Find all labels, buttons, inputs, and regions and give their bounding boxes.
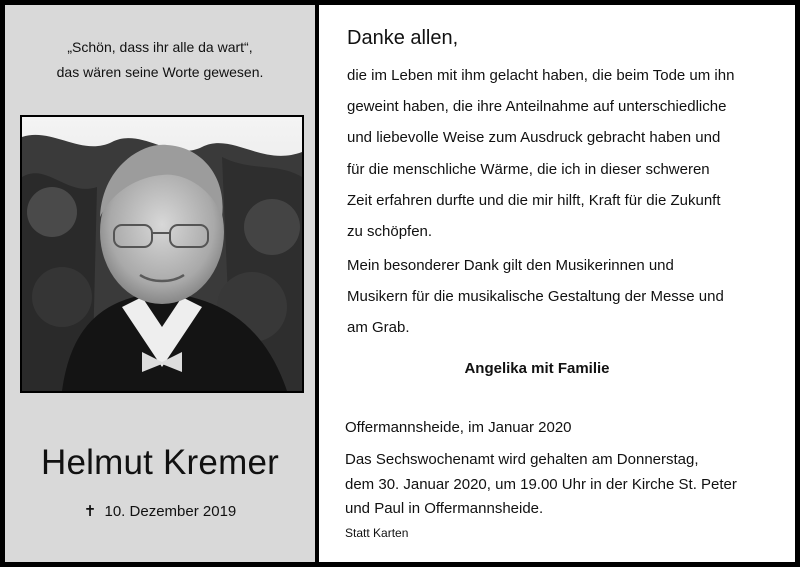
quote-line: das wären seine Worte gewesen. [56, 64, 264, 80]
mass-announcement [345, 448, 785, 522]
portrait-image [22, 117, 302, 391]
portrait-photo [20, 115, 304, 393]
memorial-right-panel [319, 5, 795, 562]
body-line: geweint haben, die ihre Anteilnahme auf unterschiedliche [347, 98, 727, 116]
place-date: Offermannsheide, im Januar 2020 [345, 419, 572, 436]
body-line: die im Leben mit ihm gelacht haben, die beim Tode um ihn [347, 67, 735, 84]
death-date [5, 502, 315, 520]
cross-icon: ✝ [83, 503, 97, 520]
quote-line: „Schön, dass ihr alle da wart“, [67, 39, 253, 55]
thanks-body [347, 60, 787, 247]
death-date-text: 10. Dezember 2019 [104, 503, 237, 520]
signature: Angelika mit Familie [464, 360, 610, 377]
special-line: am Grab. [347, 319, 410, 336]
deceased-name: Helmut Kremer [41, 443, 279, 482]
body-line: Zeit erfahren durfte und die mir hilft, Kraft für die Zukunft [347, 191, 721, 209]
memorial-left-panel [5, 5, 315, 562]
memorial-quote [5, 35, 315, 85]
thanks-title: Danke allen, [347, 27, 459, 49]
statt-karten: Statt Karten [345, 526, 409, 540]
body-line: und liebevolle Weise zum Ausdruck gebracht haben und [347, 129, 721, 147]
special-line: Musikern für die musikalische Gestaltung der Messe und [347, 288, 724, 305]
body-line: zu schöpfen. [347, 223, 433, 241]
special-line: Mein besonderer Dank gilt den Musikerinnen und [347, 257, 674, 274]
special-thanks [347, 250, 787, 343]
mass-line: Das Sechswochenamt wird gehalten am Donnerstag, [345, 451, 699, 468]
mass-line: und Paul in Offermannsheide. [345, 500, 544, 518]
body-line: für die menschliche Wärme, die ich in dieser schweren [347, 160, 710, 178]
mass-line: dem 30. Januar 2020, um 19.00 Uhr in der Kirche St. Peter [345, 475, 737, 493]
